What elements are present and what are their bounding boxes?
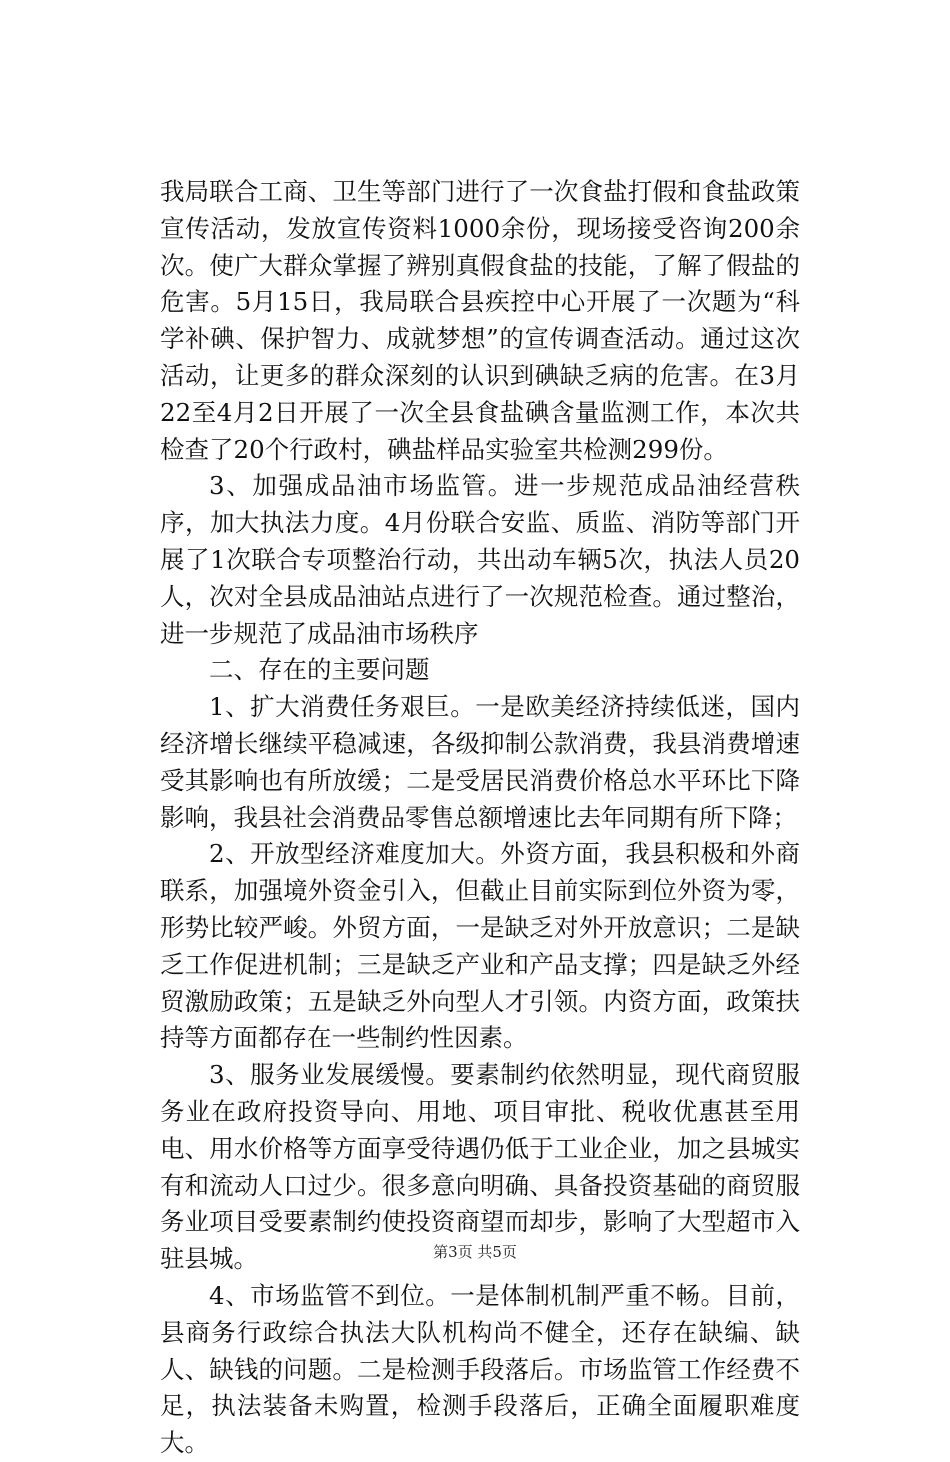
document-body	[160, 174, 800, 1462]
paragraph-service-industry: 3、服务业发展缓慢。要素制约依然明显，现代商贸服务业在政府投资导向、用地、项目审批、税收优惠甚至用电、用水价格等方面享受待遇仍低于工业企业，加之县城实有和流动人口过少。很多意向明确、具备投资基础的商贸服务业项目受要素制约使投资商望而却步，影响了大型超市入驻县城。	[160, 1060, 800, 1274]
section-heading-problems: 二、存在的主要问题	[209, 655, 430, 685]
paragraph-salt-campaign: 我局联合工商、卫生等部门进行了一次食盐打假和食盐政策宣传活动，发放宣传资料1000余份，现场接受咨询200余次。使广大群众掌握了辨别真假食盐的技能，了解了假盐的危害。5月15日，我局联合县疾控中心开展了一次题为“科学补碘、保护智力、成就梦想”的宣传调查活动。通过这次活动，让更多的群众深刻的认识到碘缺乏病的危害。在3月22至4月2日开展了一次全县食盐碘含量监测工作，本次共检查了20个行政村，碘盐样品实验室共检测299份。	[160, 177, 800, 464]
page-number-footer: 第3页 共5页	[433, 1243, 517, 1261]
paragraph-open-economy: 2、开放型经济难度加大。外资方面，我县积极和外商联系，加强境外资金引入，但截止目前实际到位外资为零，形势比较严峻。外贸方面，一是缺乏对外开放意识；二是缺乏工作促进机制；三是缺乏产业和产品支撑；四是缺乏外经贸激励政策；五是缺乏外向型人才引领。内资方面，政策扶持等方面都存在一些制约性因素。	[160, 839, 800, 1053]
paragraph-oil-market: 3、加强成品油市场监管。进一步规范成品油经营秩序，加大执法力度。4月份联合安监、质监、消防等部门开展了1次联合专项整治行动，共出动车辆5次，执法人员20人，次对全县成品油站点进行了一次规范检查。通过整治，进一步规范了成品油市场秩序	[160, 471, 800, 648]
paragraph-consumption: 1、扩大消费任务艰巨。一是欧美经济持续低迷，国内经济增长继续平稳减速，各级抑制公款消费，我县消费增速受其影响也有所放缓；二是受居民消费价格总水平环比下降影响，我县社会消费品零售总额增速比去年同期有所下降；	[160, 692, 800, 832]
paragraph-market-supervision: 4、市场监管不到位。一是体制机制严重不畅。目前，县商务行政综合执法大队机构尚不健全，还存在缺编、缺人、缺钱的问题。二是检测手段落后。市场监管工作经费不足，执法装备未购置，检测手段落后，正确全面履职难度大。	[160, 1280, 800, 1458]
